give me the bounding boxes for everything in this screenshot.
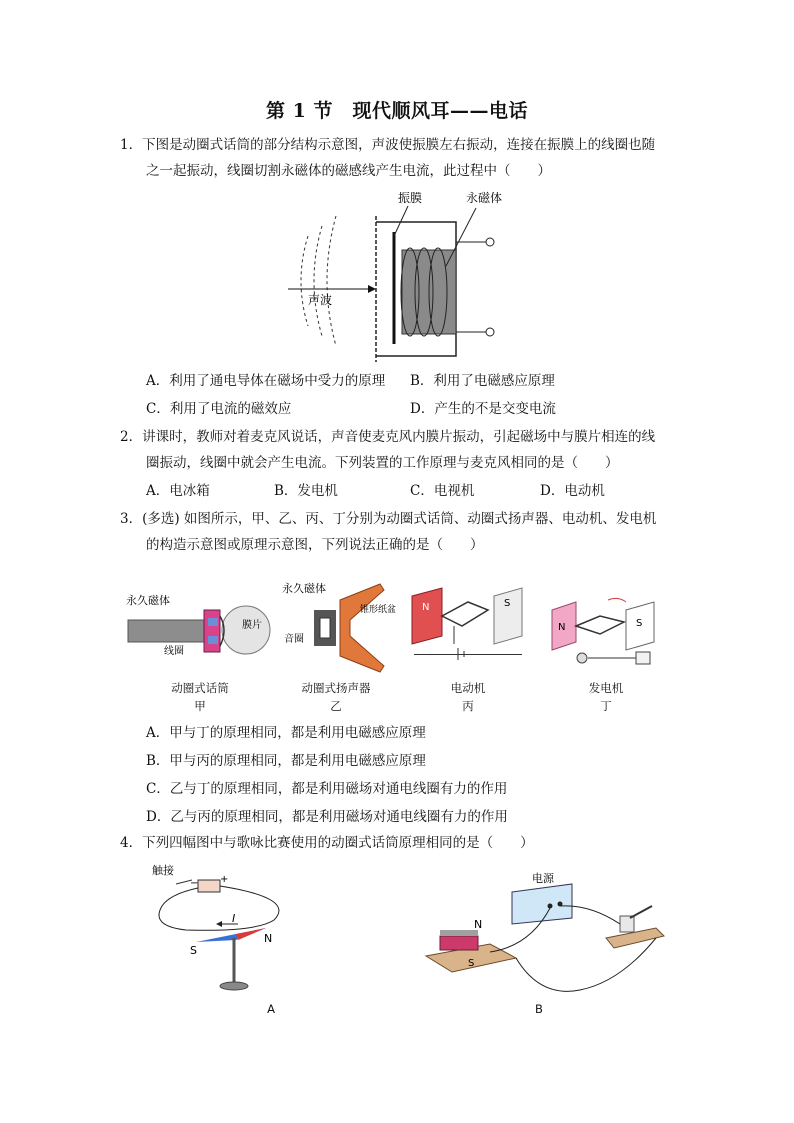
q1-option-b[interactable]: B．利用了电磁感应原理 [410,373,555,389]
q2-option-a[interactable]: A．电冰箱 [146,483,210,499]
q2-option-d[interactable]: D．电动机 [540,483,605,499]
q3-fig-ding [548,596,664,672]
q1-option-d[interactable]: D．产生的不是交变电流 [410,401,556,417]
q2-stem-line2: 圈振动，线圈中就会产生电流。下列装置的工作原理与麦克风相同的是（ ） [146,455,619,471]
q3-bing-tag: 丙 [462,699,474,713]
q4-a-touch-label: 触接 [152,864,174,877]
q4-a-s-label: S [190,944,197,957]
q1-magnet-label: 永磁体 [466,191,503,205]
q3-yi-tag: 乙 [330,699,342,713]
q3-jia-film-label: 膜片 [242,620,262,631]
q3-option-c[interactable]: C．乙与丁的原理相同，都是利用磁场对通电线圈有力的作用 [146,781,508,797]
q3-jia-tag: 甲 [194,699,206,713]
svg-text:+: + [220,874,229,885]
q4-a-n-label: N [264,932,273,945]
q1-stem-line1: 1．下图是动圈式话筒的部分结构示意图，声波使振膜左右振动，连接在振膜上的线圈也随 [120,137,656,153]
q4-fig-a-caption: A [267,1002,275,1016]
q1-diaphragm-label: 振膜 [398,191,423,205]
q4-fig-b-circuit [420,866,670,998]
q1-option-c[interactable]: C．利用了电流的磁效应 [146,401,292,417]
svg-text:S: S [636,618,643,629]
q3-jia-name: 动圈式话筒 [171,681,229,695]
q4-stem: 4．下列四幅图中与歌咏比赛使用的动圈式话筒原理相同的是（ ） [120,835,534,851]
q3-option-a[interactable]: A．甲与丁的原理相同，都是利用电磁感应原理 [146,725,426,741]
q3-stem-line1: 3．(多选) 如图所示，甲、乙、丙、丁分别为动圈式话筒、动圈式扬声器、电动机、发电机 [120,511,657,527]
svg-text:−: − [190,878,199,889]
q3-stem-line2: 的构造示意图或原理示意图，下列说法正确的是（ ） [146,537,484,553]
q4-fig-a-compass [146,858,296,998]
q3-jia-magnet-label: 永久磁体 [126,594,170,607]
q3-fig-bing [408,586,528,670]
q2-option-c[interactable]: C．电视机 [410,483,475,499]
q4-b-s-label: S [468,958,475,969]
page-title: 第 1 节 现代顺风耳——电话 [266,100,528,122]
q3-yi-name: 动圈式扬声器 [301,681,371,695]
q1-stem-line2: 之一起振动，线圈切割永磁体的磁感线产生电流，此过程中（ ） [146,163,551,179]
q3-jia-coil-label: 线圈 [164,646,184,656]
q3-yi-cone-label: 锥形纸盆 [360,605,397,615]
q3-option-b[interactable]: B．甲与丙的原理相同，都是利用电磁感应原理 [146,753,426,769]
q4-a-current-label: I [232,912,236,925]
q1-option-a[interactable]: A．利用了通电导体在磁场中受力的原理 [146,373,386,389]
q2-stem-line1: 2．讲课时，教师对着麦克风说话，声音使麦克风内膜片振动，引起磁场中与膜片相连的线 [120,429,656,445]
q3-option-d[interactable]: D．乙与丙的原理相同，都是利用磁场对通电线圈有力的作用 [146,809,508,825]
q3-ding-name: 发电机 [588,681,624,695]
q4-fig-b-caption: B [535,1002,543,1016]
svg-text:N: N [558,622,566,633]
q4-b-n-label: N [474,918,483,931]
q1-microphone-figure [280,186,510,364]
q3-yi-magnet-label: 永久磁体 [282,582,326,595]
svg-text:S: S [504,598,511,609]
svg-text:N: N [422,602,430,613]
q1-wave-label: 声波 [308,293,333,307]
q3-yi-coil-label: 音圈 [284,634,304,645]
q3-fig-yi [280,580,400,676]
q2-option-b[interactable]: B．发电机 [274,483,338,499]
q3-ding-tag: 丁 [600,699,612,713]
q3-bing-name: 电动机 [450,681,486,695]
q4-b-power-label: 电源 [532,872,554,885]
q3-fig-jia [124,586,274,656]
